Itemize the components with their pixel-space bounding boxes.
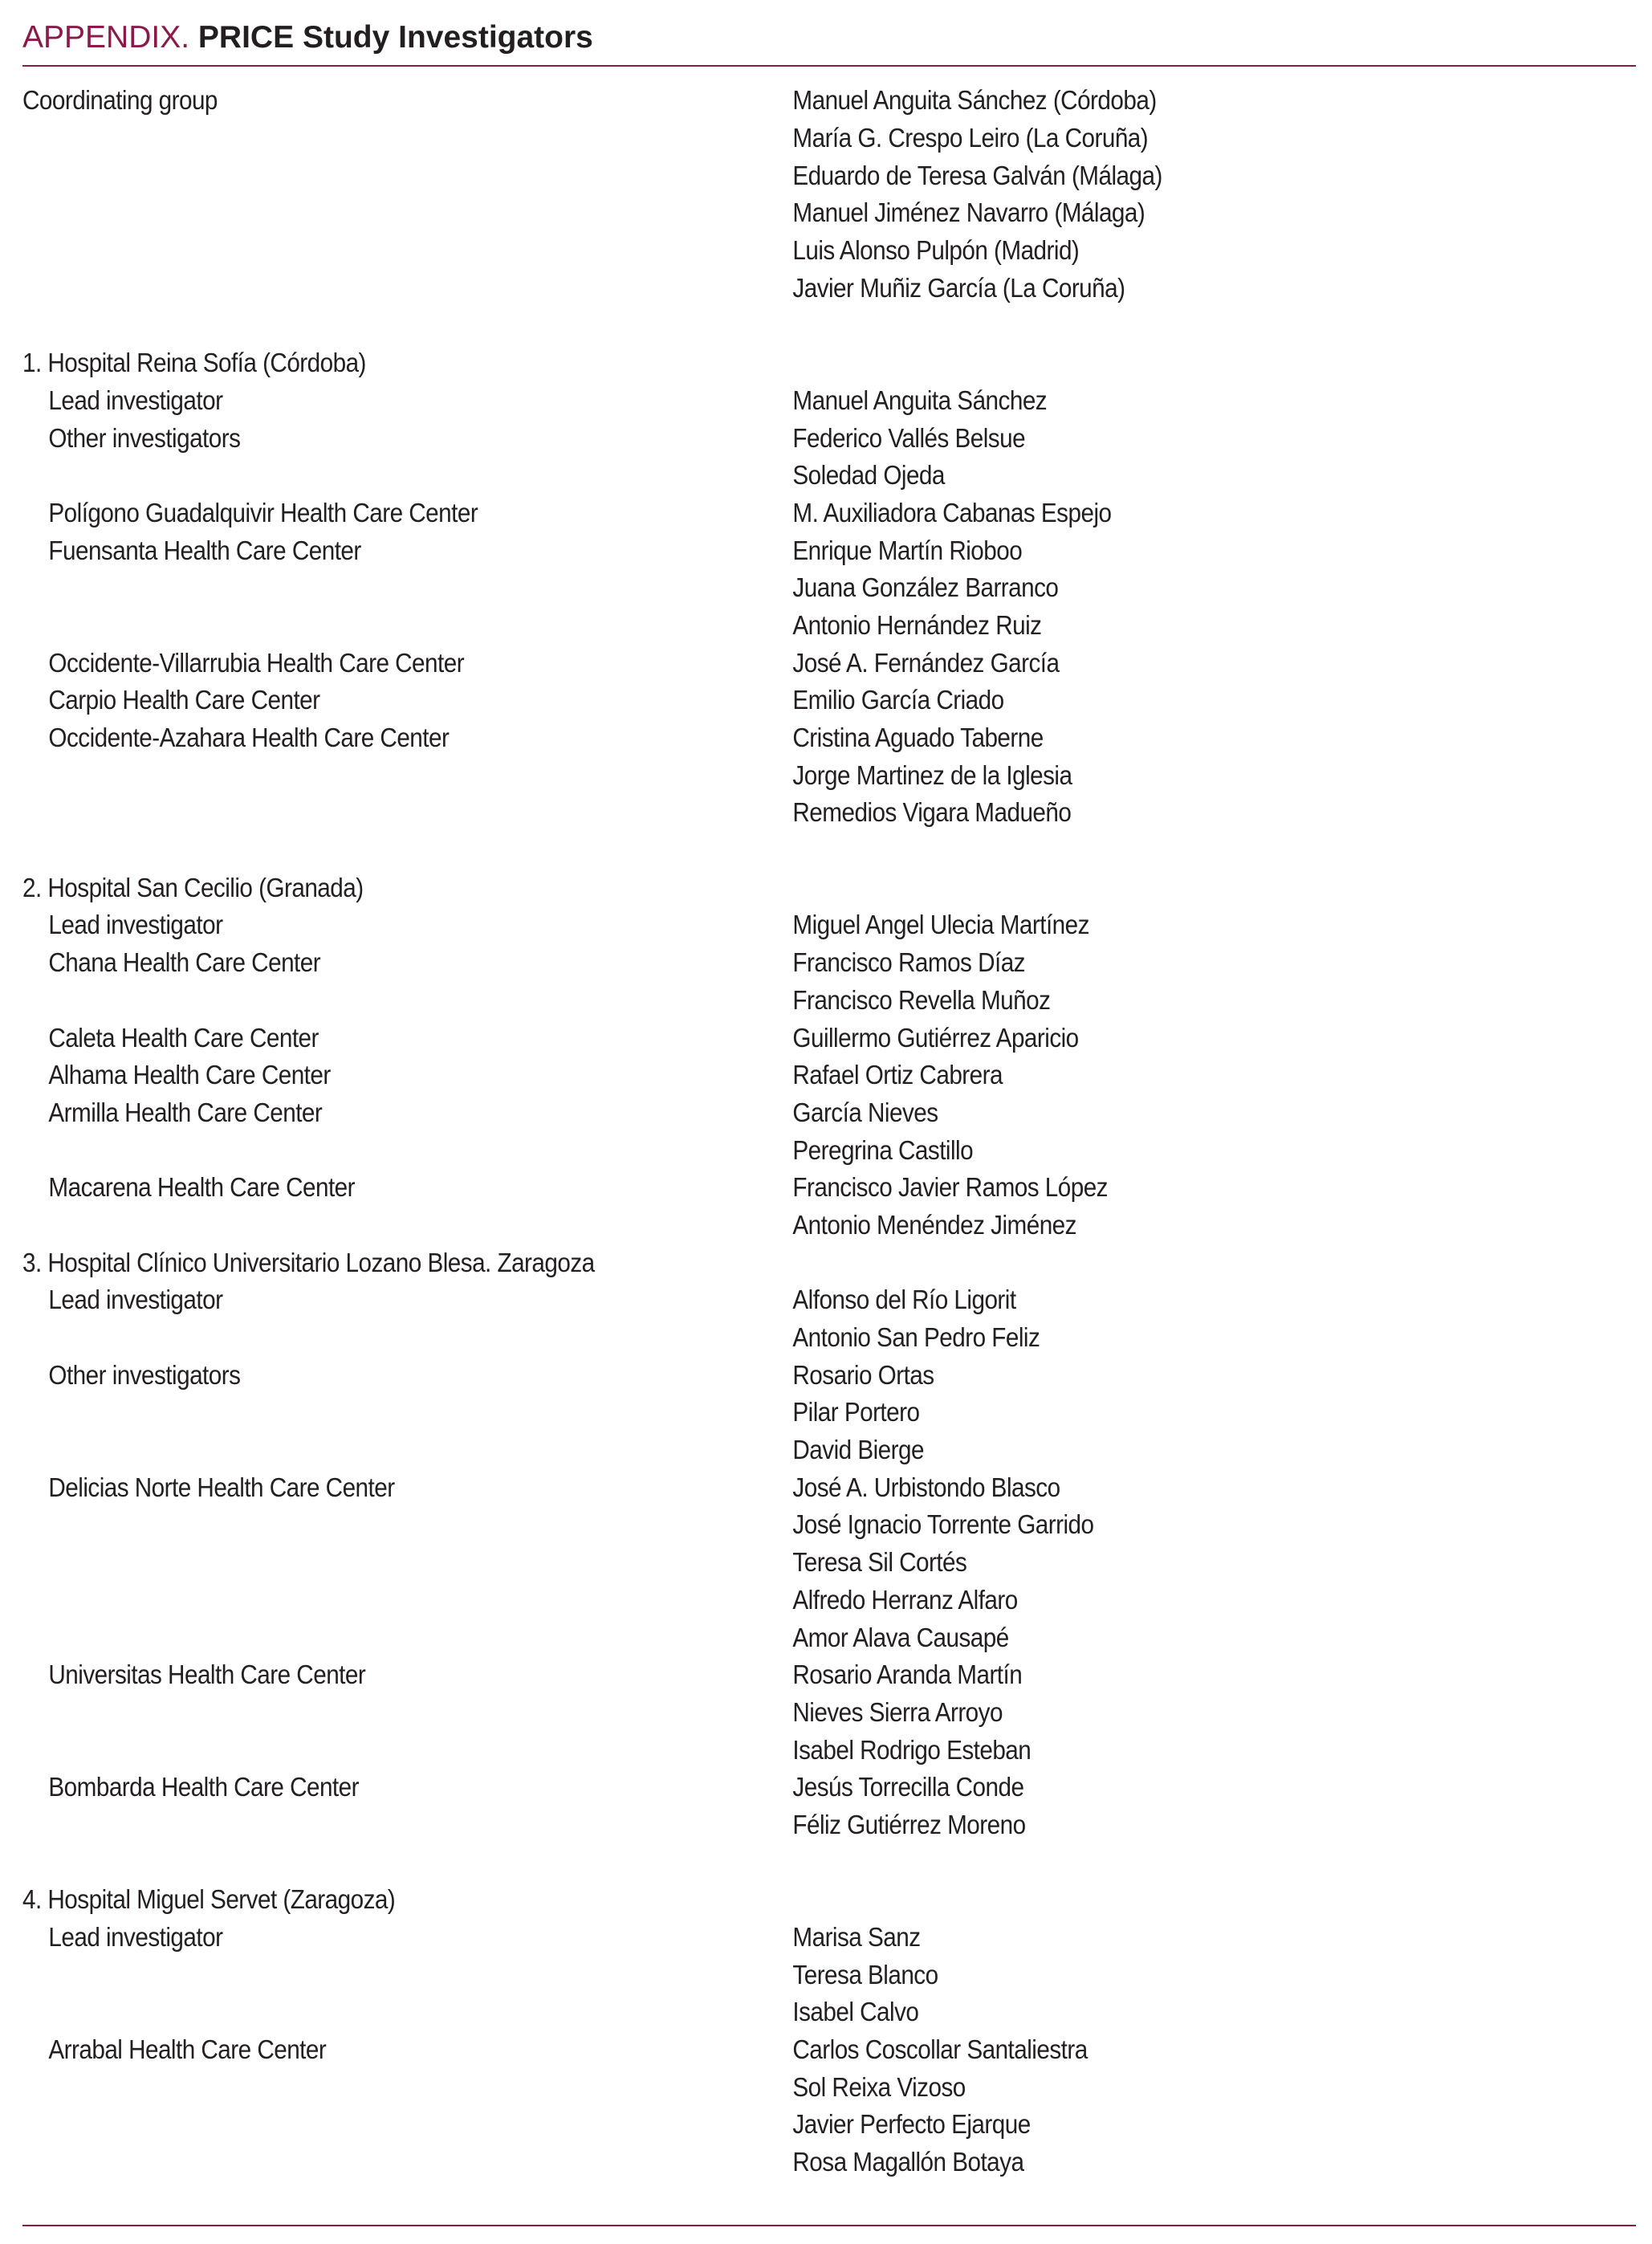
table-row [22,1019,1475,1057]
table-row [22,1319,1475,1357]
role-or-center-label: Caleta Health Care Center [48,1022,319,1053]
table-row [22,419,1475,457]
table-row [22,756,1475,794]
table-row [22,2068,1475,2106]
investigator-name: Cristina Aguado Taberne [792,723,1044,753]
role-or-center-label: Other investigators [48,422,241,453]
table-row [22,495,1475,532]
role-or-center-label: Lead investigator [48,1922,223,1953]
role-or-center-label: 3. Hospital Clínico Universitario Lozano Blesa. Zaragoza [22,1247,595,1277]
table-row [22,1244,1475,1281]
table-row [22,1656,1475,1694]
table-row [22,1131,1475,1169]
table-row [22,719,1475,757]
appendix-label: APPENDIX. [22,20,190,55]
table-row [22,531,1475,569]
investigator-name: Luis Alonso Pulpón (Madrid) [792,235,1080,266]
investigator-name: José A. Fernández García [792,647,1060,678]
table-row [22,344,1475,382]
role-or-center-label: Chana Health Care Center [48,947,321,978]
table-row [22,1694,1475,1732]
table-row [22,1432,1475,1469]
table-row [22,1207,1475,1244]
table-row [22,682,1475,719]
role-or-center-label: Polígono Guadalquivir Health Care Center [48,497,478,527]
role-or-center-label: Arrabal Health Care Center [48,2034,327,2065]
investigator-name: Manuel Anguita Sánchez [792,385,1048,415]
investigator-name: Francisco Revella Muñoz [792,984,1051,1015]
table-row [22,869,1475,906]
top-rule [22,65,1636,67]
investigator-name: Pilar Portero [792,1397,920,1427]
investigator-name: Jesús Torrecilla Conde [792,1772,1024,1802]
table-row [22,269,1475,307]
table-row [22,1468,1475,1506]
investigator-name: Javier Muñiz García (La Coruña) [792,272,1125,303]
investigator-name: Soledad Ojeda [792,460,945,491]
role-or-center-label: Lead investigator [48,910,223,940]
investigator-name: Carlos Coscollar Santaliestra [792,2034,1088,2065]
investigator-name: Rosario Ortas [792,1359,934,1390]
table-row [22,1731,1475,1769]
table-row [22,82,1475,120]
investigator-name: Antonio Menéndez Jiménez [792,1209,1076,1240]
table-row [22,1619,1475,1656]
table-row [22,382,1475,420]
investigator-name: David Bierge [792,1435,924,1465]
table-row [22,1057,1475,1094]
investigator-name: Isabel Calvo [792,1997,919,2027]
investigator-name: Antonio San Pedro Feliz [792,1322,1040,1353]
role-or-center-label: Lead investigator [48,1285,223,1315]
table-row [22,906,1475,944]
investigator-name: Sol Reixa Vizoso [792,2071,966,2102]
table-row [22,982,1475,1020]
role-or-center-label: Alhama Health Care Center [48,1060,331,1090]
investigator-name: Nieves Sierra Arroyo [792,1696,1003,1727]
role-or-center-label: Universitas Health Care Center [48,1660,366,1690]
investigator-name: Alfredo Herranz Alfaro [792,1584,1018,1615]
table-row [22,644,1475,682]
table-row [22,1919,1475,1957]
investigator-name: Guillermo Gutiérrez Aparicio [792,1022,1079,1053]
investigator-name: Peregrina Castillo [792,1134,974,1165]
investigator-name: María G. Crespo Leiro (La Coruña) [792,123,1149,153]
investigator-name: Federico Vallés Belsue [792,422,1026,453]
role-or-center-label: Macarena Health Care Center [48,1172,356,1203]
investigator-name: Juana González Barranco [792,572,1059,603]
investigator-name: Jorge Martinez de la Iglesia [792,760,1072,790]
role-or-center-label: 4. Hospital Miguel Servet (Zaragoza) [22,1884,396,1915]
investigator-name: José A. Urbistondo Blasco [792,1472,1060,1502]
table-row [22,1506,1475,1544]
investigator-name: M. Auxiliadora Cabanas Espejo [792,497,1112,527]
investigator-name: Javier Perfecto Ejarque [792,2109,1031,2140]
role-or-center-label: Bombarda Health Care Center [48,1772,359,1802]
investigator-name: Enrique Martín Rioboo [792,535,1023,565]
table-row [22,307,1475,344]
table-row [22,1281,1475,1319]
investigators-table [22,82,1636,2219]
investigator-name: Féliz Gutiérrez Moreno [792,1809,1026,1839]
table-row [22,832,1475,869]
investigator-name: Amor Alava Causapé [792,1622,1009,1652]
table-row [22,1582,1475,1619]
table-row [22,944,1475,982]
investigator-name: Teresa Sil Cortés [792,1547,967,1578]
table-row [22,157,1475,194]
investigator-name: García Nieves [792,1097,938,1127]
investigator-name: Emilio García Criado [792,685,1004,715]
investigator-name: Isabel Rodrigo Esteban [792,1734,1031,1765]
role-or-center-label: Lead investigator [48,385,223,415]
table-row [22,1356,1475,1394]
table-row [22,2144,1475,2181]
role-or-center-label: Delicias Norte Health Care Center [48,1472,395,1502]
role-or-center-label: Occidente-Azahara Health Care Center [48,723,450,753]
investigator-name: Antonio Hernández Ruiz [792,609,1042,640]
investigator-name: Rosario Aranda Martín [792,1660,1023,1690]
table-row [22,120,1475,157]
appendix-heading: PRICE Study Investigators [197,20,593,55]
table-row [22,1994,1475,2031]
role-or-center-label: Carpio Health Care Center [48,685,320,715]
role-or-center-label: 2. Hospital San Cecilio (Granada) [22,872,364,902]
table-row [22,607,1475,645]
table-row [22,1394,1475,1432]
role-or-center-label: Other investigators [48,1359,241,1390]
investigator-name: Francisco Ramos Díaz [792,947,1025,978]
table-row [22,1956,1475,1994]
investigator-name: Francisco Javier Ramos López [792,1172,1108,1203]
table-row [22,2106,1475,2144]
investigator-name: Teresa Blanco [792,1959,938,1989]
table-row [22,1881,1475,1919]
table-row [22,232,1475,270]
table-row [22,1094,1475,1132]
investigator-name: Rafael Ortiz Cabrera [792,1060,1003,1090]
role-or-center-label: 1. Hospital Reina Sofía (Córdoba) [22,348,366,378]
investigator-name: Eduardo de Teresa Galván (Málaga) [792,160,1162,190]
table-row [22,2031,1475,2069]
investigator-name: Remedios Vigara Madueño [792,797,1072,828]
investigator-name: Marisa Sanz [792,1922,921,1953]
investigator-name: Manuel Anguita Sánchez (Córdoba) [792,85,1157,116]
table-row [22,794,1475,832]
table-row [22,1169,1475,1207]
role-or-center-label: Occidente-Villarrubia Health Care Center [48,647,465,678]
role-or-center-label: Armilla Health Care Center [48,1097,323,1127]
investigator-name: Manuel Jiménez Navarro (Málaga) [792,198,1145,228]
bottom-rule [22,2225,1636,2226]
table-row [22,1769,1475,1806]
table-row [22,569,1475,607]
table-row [22,1544,1475,1582]
table-row [22,457,1475,495]
investigator-name: Alfonso del Río Ligorit [792,1285,1016,1315]
appendix-title [22,16,593,59]
role-or-center-label: Fuensanta Health Care Center [48,535,361,565]
table-row [22,1843,1475,1881]
investigator-name: Miguel Angel Ulecia Martínez [792,910,1089,940]
table-row [22,1806,1475,1844]
table-row [22,194,1475,232]
investigator-name: Rosa Magallón Botaya [792,2147,1024,2177]
role-or-center-label: Coordinating group [22,85,218,116]
investigator-name: José Ignacio Torrente Garrido [792,1509,1094,1540]
